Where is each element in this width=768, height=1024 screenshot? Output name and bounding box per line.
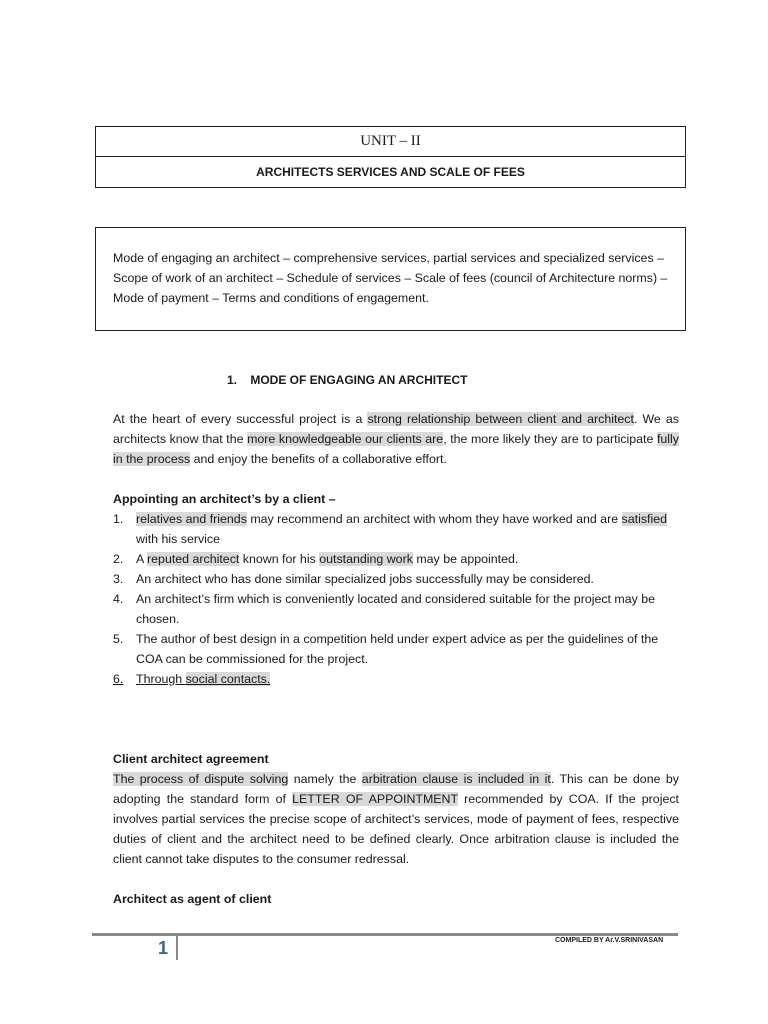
text-run: The author of best design in a competition held under expert advice as per the guidelines of the COA can be commissioned for the project.: [136, 632, 659, 666]
text-run: with his service: [136, 532, 221, 546]
text-run: An architect’s firm which is conveniently located and considered suitable for the project may be chosen.: [136, 592, 656, 626]
highlighted-text: social contacts.: [185, 672, 271, 686]
text-run: , the more likely they are to participate: [443, 432, 657, 446]
list-number: 6.: [113, 672, 124, 686]
intro-paragraph: [113, 409, 679, 469]
text-run: may be appointed.: [412, 552, 519, 566]
text-run: A: [136, 552, 148, 566]
unit-title: UNIT – II: [96, 127, 685, 157]
list-item: [113, 589, 679, 629]
text-run: namely the: [288, 772, 362, 786]
text-run: . We as architects know that the: [113, 412, 679, 446]
list-item: [113, 509, 679, 549]
agreement-paragraph: [113, 769, 679, 869]
title-box: [95, 126, 686, 188]
text-run: and enjoy the benefits of a collaborative effort.: [190, 452, 447, 466]
footer-vertical-divider: [176, 936, 178, 960]
text-run: An architect who has done similar specialized jobs successfully may be considered.: [136, 572, 594, 586]
highlighted-text: The process of dispute solving: [113, 772, 289, 786]
appointing-heading: Appointing an architect’s by a client –: [113, 492, 336, 506]
list-number: 4.: [113, 592, 124, 606]
list-number: 3.: [113, 572, 124, 586]
list-item: [113, 549, 679, 569]
text-run: may recommend an architect with whom they have worked and are: [246, 512, 622, 526]
highlighted-text: relatives and friends: [136, 512, 247, 526]
agent-heading: Architect as agent of client: [113, 892, 272, 906]
section-heading: 1. MODE OF ENGAGING AN ARCHITECT: [227, 373, 468, 387]
syllabus-summary-box: [95, 227, 686, 331]
text-run: recommended by COA. If the project involves partial services the precise scope of architect’s services, mode of payment of fees, respective duties of client and the architect need to be defined clearly. Once arbitration clause is included the client cannot take disputes to the consumer redressal.: [113, 792, 679, 866]
list-number: 2.: [113, 552, 124, 566]
text-run: known for his: [239, 552, 320, 566]
highlighted-text: satisfied: [621, 512, 668, 526]
text-run: At the heart of every successful project is a: [113, 412, 368, 426]
highlighted-text: LETTER OF APPOINTMENT: [292, 792, 458, 806]
highlighted-text: arbitration clause is included in it: [361, 772, 551, 786]
syllabus-summary-text: Mode of engaging an architect – comprehensive services, partial services and specialized services – Scope of work of an architect – Schedule of services – Scale of fees (council of Architecture norms) – Mode of payment – Terms and conditions of engagement.: [113, 251, 668, 305]
footer-divider: [92, 933, 678, 936]
page-number: 1: [158, 938, 169, 958]
list-number: 5.: [113, 632, 124, 646]
list-item: [113, 569, 679, 589]
highlighted-text: strong relationship between client and architect: [367, 412, 634, 426]
client-agreement-heading: Client architect agreement: [113, 752, 269, 766]
highlighted-text: outstanding work: [319, 552, 413, 566]
highlighted-text: fully in the process: [113, 432, 679, 466]
text-run: . This can be done by adopting the standard form of: [113, 772, 680, 806]
compiled-by-credit: COMPILED BY Ar.V.SRINIVASAN: [555, 937, 664, 944]
list-item: [113, 669, 679, 689]
highlighted-text: reputed architect: [147, 552, 240, 566]
appointing-list: [113, 509, 679, 689]
list-number: 1.: [113, 512, 124, 526]
highlighted-text: more knowledgeable our clients are: [247, 432, 444, 446]
text-run: Through: [136, 672, 186, 686]
list-item: [113, 629, 679, 669]
unit-subtitle: ARCHITECTS SERVICES AND SCALE OF FEES: [256, 165, 525, 179]
